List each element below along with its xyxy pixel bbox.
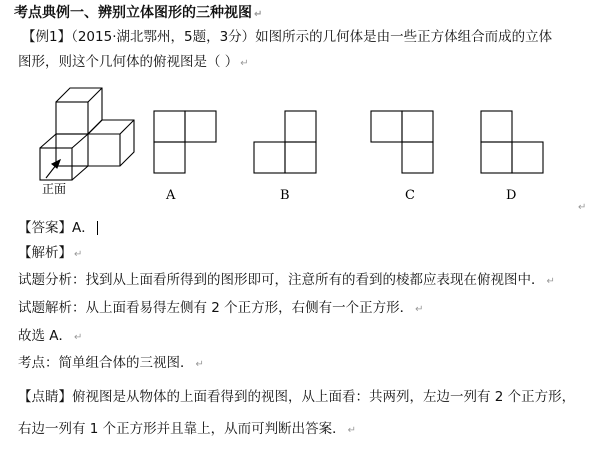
comment-line-2: 右边一列有 1 个正方形并且靠上，从而可判断出答案． ↵ — [18, 421, 357, 437]
option-label-b: B — [280, 188, 290, 203]
example-line-1: 【例1】（2015·湖北鄂州，5题，3分）如图所示的几何体是由一些正方体组合而成的立体 — [22, 29, 553, 45]
choice-line: 故选 A． ↵ — [18, 328, 83, 344]
option-d-view — [481, 111, 543, 173]
option-c-view — [371, 111, 433, 173]
option-b-view — [254, 111, 316, 173]
return-mark: ↵ — [578, 202, 587, 213]
option-a-view — [154, 111, 216, 173]
text-cursor — [97, 221, 98, 235]
option-label-a: A — [166, 188, 176, 203]
analysis-line-1: 试题分析：找到从上面看所得到的图形即可，注意所有的看到的棱都应表现在俯视图中． ↵ — [18, 272, 555, 288]
analysis-heading: 【解析】 ↵ — [18, 245, 83, 261]
comment-line-1: 【点睛】俯视图是从物体的上面看得到的视图，从上面看：共两列，左边一列有 2 个正方形， — [18, 389, 576, 405]
knowledge-point-line: 考点：简单组合体的三视图． ↵ — [18, 355, 204, 371]
section-heading: 考点典例一、辨别立体图形的三种视图 ↵ — [14, 5, 263, 21]
option-label-d: D — [506, 188, 517, 203]
option-label-c: C — [405, 188, 415, 203]
answer-line: 【答案】A． — [18, 219, 98, 237]
front-label: 正面 — [42, 182, 67, 196]
analysis-line-2: 试题解析：从上面看易得左侧有 2 个正方形，右侧有一个正方形． ↵ — [18, 300, 424, 316]
example-line-2: 图形，则这个几何体的俯视图是（ ） ↵ — [18, 54, 249, 70]
